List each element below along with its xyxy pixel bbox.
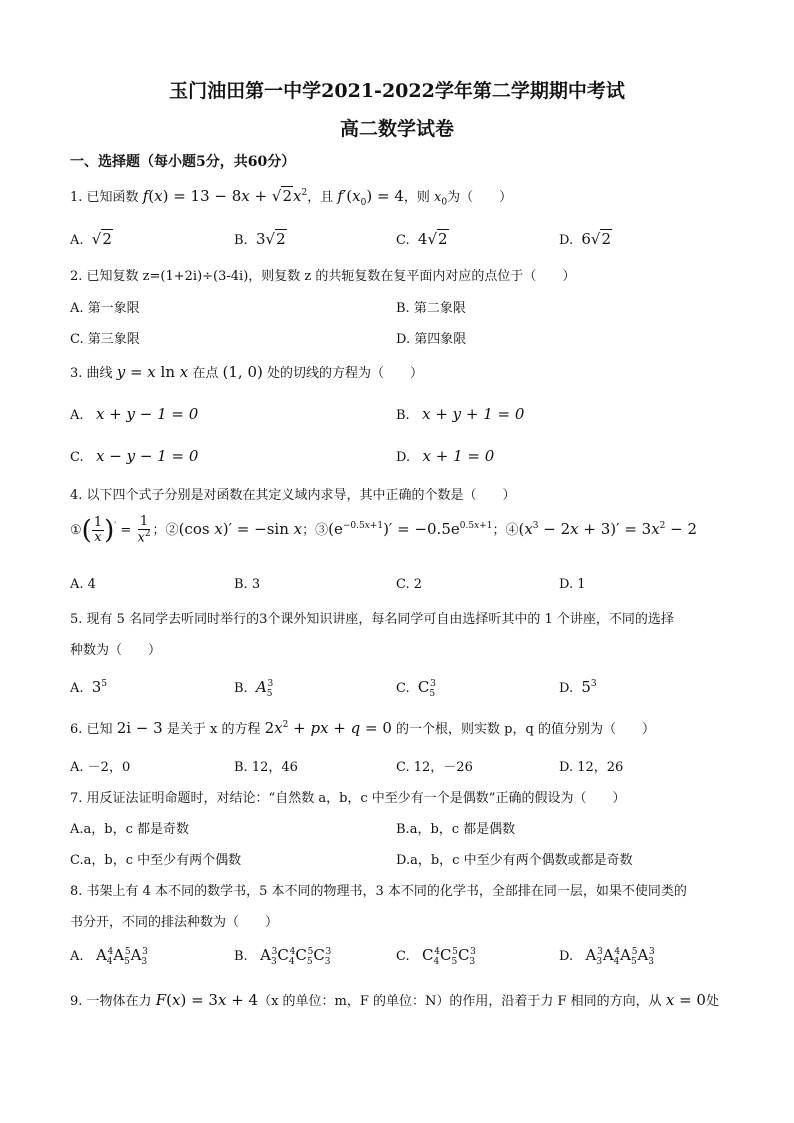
exam-subtitle: 高二数学试卷 — [339, 118, 454, 140]
formula: $2x^2$ + px + q = 0 — [264, 719, 392, 737]
question-number: 5. — [70, 612, 83, 627]
question-1: 1. 已知函数 $f(x) = 13 - 8x + √2x^2$，且 $f'(x_0) = 4$，则 $x_0$为（ ） — [70, 187, 513, 208]
question-number: 9. — [70, 994, 83, 1009]
option-c[interactable]: C. $C_5^3$ — [396, 678, 436, 699]
option-b[interactable]: B. x + y + 1 = 0 — [396, 405, 525, 423]
question-4: 4. 以下四个式子分别是对函数在其定义域内求导，其中正确的个数是（ ） — [70, 488, 516, 503]
question-number: 8. — [70, 884, 83, 899]
question-5: 5. 现有 5 名同学去听同时举行的3个课外知识讲座，每名同学可自由选择听其中的 1 个讲座，不同的选择 — [70, 612, 674, 627]
option-b[interactable]: B.a，b，c 都是偶数 — [396, 822, 516, 837]
formula: F(x) = 3x + 4 — [155, 991, 259, 1009]
formula: 2i − 3 — [116, 719, 163, 737]
exam-title: 玉门油田第一中学2021-2022学年第二学期期中考试 — [169, 80, 625, 102]
formula: $f(x) = 13 - 8x + √2x^2$ — [142, 187, 308, 205]
option-c[interactable]: C. 第三象限 — [70, 332, 140, 347]
question-number: 4. — [70, 488, 83, 503]
question-2: 2. 已知复数 z=(1+2i)÷(3-4i)，则复数 z 的共轭复数在复平面内对应的点位于（ ） — [70, 269, 576, 284]
question-7: 7. 用反证法证明命题时，对结论：“自然数 a，b，c 中至少有一个是偶数”正确的假设为（ ） — [70, 791, 626, 806]
option-b[interactable]: B. 3√2 — [234, 230, 286, 248]
formula: x = 0 — [665, 991, 706, 1009]
question-number: 2. — [70, 269, 83, 284]
option-a[interactable]: A.a，b，c 都是奇数 — [70, 822, 190, 837]
formula: $f'(x_0) = 4$ — [337, 187, 404, 208]
question-number: 7. — [70, 791, 83, 806]
formula: $x_0$ — [434, 190, 448, 208]
option-c[interactable]: C. 4√2 — [396, 230, 448, 248]
option-a[interactable]: A. √2 — [70, 230, 112, 248]
option-b[interactable]: B. 第二象限 — [396, 301, 466, 316]
option-c[interactable]: C. 12，－26 — [396, 760, 473, 775]
question-3: 3. 曲线 y = x ln x 在点 (1, 0) 处的切线的方程为（ ） — [70, 363, 424, 381]
question-number: 1. — [70, 190, 83, 205]
option-a[interactable]: A. $3^5$ — [70, 678, 108, 696]
question-5-line2: 种数为（ ） — [70, 643, 162, 658]
option-a[interactable]: A. $A_4^4A_5^5A_3^3$ — [70, 946, 148, 967]
section-heading: 一、选择题（每小题5分，共60分） — [70, 154, 296, 170]
formula: y = x ln x — [116, 363, 189, 381]
question-9: 9. 一物体在力 F(x) = 3x + 4（x 的单位：m，F 的单位：N）的作用，沿着于力 F 相同的方向，从 x = 0处 — [70, 991, 719, 1009]
option-c[interactable]: C. $C_4^4C_5^5C_3^3$ — [396, 946, 476, 967]
question-8: 8. 书架上有 4 本不同的数学书，5 本不同的物理书，3 本不同的化学书，全部排在同一层，如果不使同类的 — [70, 884, 687, 899]
question-number: 3. — [70, 366, 83, 381]
option-c[interactable]: C. 2 — [396, 577, 423, 592]
option-b[interactable]: B. 3 — [234, 577, 261, 592]
option-a[interactable]: A. －2，0 — [70, 760, 131, 775]
option-d[interactable]: D. $5^3$ — [559, 678, 597, 696]
option-d[interactable]: D. x + 1 = 0 — [396, 447, 495, 465]
option-b[interactable]: B. $A_3^3C_4^4C_5^5C_3^3$ — [234, 946, 332, 967]
option-d[interactable]: D. $A_3^3A_4^4A_5^5A_3^3$ — [559, 946, 655, 967]
option-a[interactable]: A. x + y − 1 = 0 — [70, 405, 199, 423]
option-d[interactable]: D. 12，26 — [559, 760, 624, 775]
option-d[interactable]: D. 1 — [559, 577, 586, 592]
option-d[interactable]: D. 6√2 — [559, 230, 612, 248]
formula: (1, 0) — [222, 363, 263, 381]
question-number: 6. — [70, 722, 83, 737]
option-d[interactable]: D. 第四象限 — [396, 332, 467, 347]
question-4-items: ①( $\frac{1}{x}$ )′ = $\frac{1}{x^2}$ ；②(cos x)′ = −sin x；$③(e^{-0.5x+1})' = -0.5e^{0.5x+1}$；$④(x^3 - 2x + 3)' = 3x^2 - 2$ — [70, 514, 698, 546]
option-c[interactable]: C.a，b，c 中至少有两个偶数 — [70, 853, 242, 868]
option-a[interactable]: A. 第一象限 — [70, 301, 140, 316]
option-c[interactable]: C. x − y − 1 = 0 — [70, 447, 199, 465]
option-b[interactable]: B. $A_5^3$ — [234, 678, 274, 699]
option-b[interactable]: B. 12，46 — [234, 760, 298, 775]
question-6: 6. 已知 2i − 3 是关于 x 的方程 $2x^2$ + px + q = 0 的一个根，则实数 p，q 的值分别为（ ） — [70, 719, 655, 737]
option-a[interactable]: A. 4 — [70, 577, 96, 592]
question-8-line2: 书分开，不同的排法种数为（ ） — [70, 915, 279, 930]
option-d[interactable]: D.a，b，c 中至少有两个偶数或都是奇数 — [396, 853, 633, 868]
